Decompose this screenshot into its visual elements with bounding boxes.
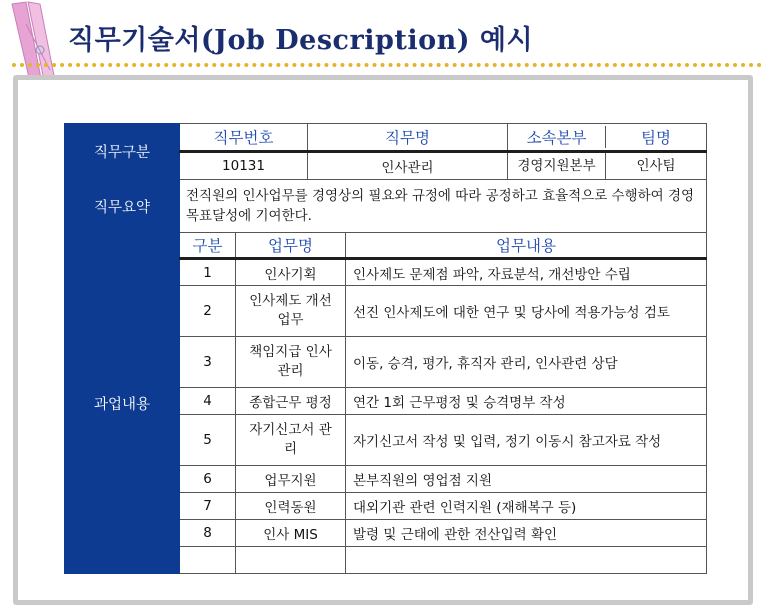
task-name: 종합근무 평정 [236,388,346,415]
job-description-table [64,123,707,574]
task-content: 발령 및 근태에 관한 전산입력 확인 [346,520,707,547]
task-no: 7 [180,493,236,520]
division-value: 경영지원본부 [508,153,606,179]
task-no [180,547,236,574]
task-name: 자기신고서 관리 [236,415,346,466]
task-name-header: 업무명 [236,233,346,259]
task-name: 인사기획 [236,259,346,286]
task-name: 인사제도 개선업무 [236,286,346,337]
task-no: 4 [180,388,236,415]
summary-label: 직무요약 [65,180,180,233]
division-value-cell [508,152,707,180]
task-no: 2 [180,286,236,337]
task-no: 8 [180,520,236,547]
page-title: 직무기술서(Job Description) 예시 [68,25,534,56]
classification-header-row [65,124,707,152]
task-content: 본부직원의 영업점 지원 [346,466,707,493]
task-no: 6 [180,466,236,493]
task-content [346,547,707,574]
job-name-header: 직무명 [308,124,508,152]
task-content: 자기신고서 작성 및 입력, 정기 이동시 참고자료 작성 [346,415,707,466]
job-number-header: 직무번호 [180,124,308,152]
task-name: 인사 MIS [236,520,346,547]
task-no: 5 [180,415,236,466]
classification-label: 직무구분 [65,124,180,180]
duties-label: 과업내용 [65,233,180,574]
task-name [236,547,346,574]
division-header-text: 소속본부 [508,126,606,148]
task-content: 연간 1회 근무평정 및 승격명부 작성 [346,388,707,415]
task-name: 인력동원 [236,493,346,520]
task-no: 1 [180,259,236,286]
division-header [508,124,707,152]
job-number-value: 10131 [180,152,308,180]
team-header-text: 팀명 [641,129,671,147]
task-no-header: 구분 [180,233,236,259]
task-content-header: 업무내용 [346,233,707,259]
task-name: 책임지급 인사관리 [236,337,346,388]
team-value: 인사팀 [636,158,676,174]
summary-row [65,180,707,233]
summary-text: 전직원의 인사업무를 경영상의 필요와 규정에 따라 공정하고 효율적으로 수행하여 경영목표달성에 기여한다. [180,180,707,233]
task-content: 인사제도 문제점 파악, 자료분석, 개선방안 수립 [346,259,707,286]
task-name: 업무지원 [236,466,346,493]
task-header-row [65,233,707,259]
task-content: 선진 인사제도에 대한 연구 및 당사에 적용가능성 검토 [346,286,707,337]
task-no: 3 [180,337,236,388]
title-divider [12,63,762,67]
task-content: 이동, 승격, 평가, 휴직자 관리, 인사관련 상담 [346,337,707,388]
job-name-value: 인사관리 [308,152,508,180]
task-content: 대외기관 관련 인력지원 (재해복구 등) [346,493,707,520]
